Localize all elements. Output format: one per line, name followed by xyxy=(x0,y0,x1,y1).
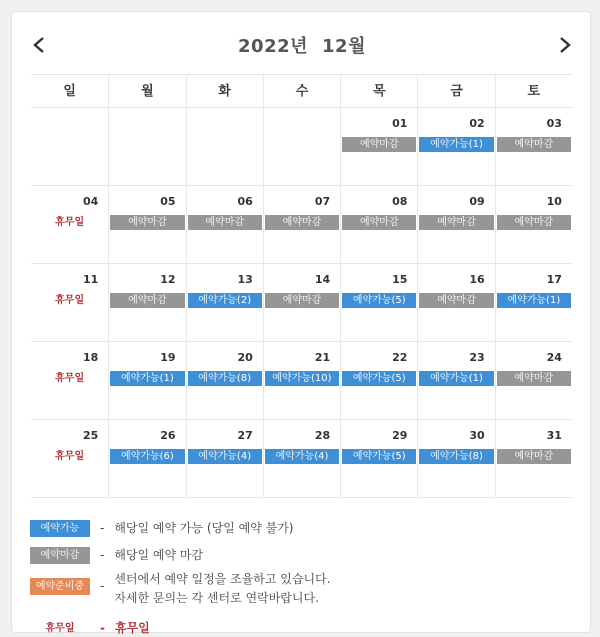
calendar-title xyxy=(12,32,592,58)
reservation-available-badge[interactable]: 예약가능(5) xyxy=(342,371,416,386)
calendar-empty-cell xyxy=(263,108,340,185)
day-number: 05 xyxy=(160,195,176,208)
day-number: 03 xyxy=(546,117,562,130)
calendar-month: 12월 xyxy=(322,36,366,57)
day-number: 26 xyxy=(160,429,176,442)
legend-closed xyxy=(30,547,203,564)
weekday-header: 금 xyxy=(417,75,494,107)
day-number: 07 xyxy=(314,195,331,208)
day-number: 11 xyxy=(82,273,99,286)
legend-available-badge: 예약가능 xyxy=(30,520,90,537)
legend-dash: - xyxy=(100,521,105,535)
legend-closed-text: 해당일 예약 마감 xyxy=(114,548,204,562)
reservation-available-badge[interactable]: 예약가능(1) xyxy=(110,371,184,386)
calendar-week-row xyxy=(31,186,572,264)
calendar-day-cell xyxy=(495,186,572,263)
chevron-right-icon xyxy=(557,35,573,55)
holiday-label: 휴무일 xyxy=(55,373,85,384)
calendar-day-cell[interactable] xyxy=(417,108,494,185)
legend-dash: - xyxy=(100,579,105,593)
day-number: 01 xyxy=(392,117,408,130)
calendar-day-cell[interactable] xyxy=(186,264,263,341)
calendar-day-cell xyxy=(417,264,494,341)
legend-holiday-badge: 휴무일 xyxy=(45,623,75,634)
day-number: 15 xyxy=(392,273,408,286)
weekday-header: 월 xyxy=(108,75,185,107)
calendar-day-cell xyxy=(340,108,417,185)
calendar-empty-cell xyxy=(31,108,108,185)
calendar-week-row xyxy=(31,108,572,186)
calendar-empty-cell xyxy=(186,108,263,185)
calendar-day-cell[interactable] xyxy=(108,420,185,497)
day-number: 13 xyxy=(237,273,253,286)
calendar-panel xyxy=(11,11,591,633)
calendar-year: 2022년 xyxy=(238,36,309,57)
day-number: 22 xyxy=(392,351,408,364)
reservation-closed-badge: 예약마감 xyxy=(110,215,184,230)
calendar-day-cell[interactable] xyxy=(495,264,572,341)
weekday-header: 목 xyxy=(340,75,417,107)
calendar-header xyxy=(12,12,592,74)
day-number: 27 xyxy=(237,429,253,442)
calendar-empty-cell xyxy=(108,108,185,185)
reservation-available-badge[interactable]: 예약가능(1) xyxy=(419,137,493,152)
calendar-week-row xyxy=(31,342,572,420)
reservation-available-badge[interactable]: 예약가능(5) xyxy=(342,449,416,464)
reservation-available-badge[interactable]: 예약가능(1) xyxy=(497,293,571,308)
reservation-closed-badge: 예약마감 xyxy=(419,293,493,308)
weekday-header: 토 xyxy=(495,75,572,107)
holiday-label: 휴무일 xyxy=(55,217,85,228)
calendar-day-cell[interactable] xyxy=(186,420,263,497)
calendar-day-cell[interactable] xyxy=(417,342,494,419)
calendar-week-row xyxy=(31,420,572,498)
reservation-available-badge[interactable]: 예약가능(8) xyxy=(188,371,262,386)
day-number: 17 xyxy=(546,273,562,286)
reservation-closed-badge: 예약마감 xyxy=(110,293,184,308)
day-number: 18 xyxy=(82,351,99,364)
legend-holiday xyxy=(30,620,150,637)
weekday-header: 수 xyxy=(263,75,340,107)
next-month-button[interactable] xyxy=(552,32,578,58)
day-number: 16 xyxy=(469,273,485,286)
day-number: 14 xyxy=(314,273,331,286)
reservation-available-badge[interactable]: 예약가능(6) xyxy=(110,449,184,464)
calendar-day-cell[interactable] xyxy=(263,342,340,419)
legend-available xyxy=(30,520,293,537)
day-number: 31 xyxy=(546,429,562,442)
calendar-day-cell xyxy=(495,420,572,497)
calendar-day-cell xyxy=(340,186,417,263)
calendar-day-cell xyxy=(31,342,108,419)
calendar-day-cell xyxy=(31,420,108,497)
weekday-header: 일 xyxy=(63,84,76,99)
calendar-day-cell[interactable] xyxy=(263,420,340,497)
calendar-day-cell[interactable] xyxy=(340,264,417,341)
reservation-closed-badge: 예약마감 xyxy=(497,371,571,386)
legend-preparing xyxy=(30,572,331,607)
legend-holiday-text: 휴무일 xyxy=(114,621,150,635)
reservation-available-badge[interactable]: 예약가능(1) xyxy=(419,371,493,386)
weekday-header: 화 xyxy=(186,75,263,107)
calendar-day-cell xyxy=(31,264,108,341)
calendar-day-cell[interactable] xyxy=(417,420,494,497)
reservation-closed-badge: 예약마감 xyxy=(497,137,571,152)
day-number: 10 xyxy=(546,195,562,208)
legend-dash: - xyxy=(100,621,105,635)
day-number: 08 xyxy=(392,195,408,208)
day-number: 21 xyxy=(314,351,331,364)
legend-preparing-line1: 센터에서 예약 일정을 조율하고 있습니다. xyxy=(114,572,331,586)
legend-dash: - xyxy=(100,548,105,562)
day-number: 25 xyxy=(82,429,99,442)
calendar-day-cell xyxy=(263,186,340,263)
day-number: 06 xyxy=(237,195,253,208)
reservation-available-badge[interactable]: 예약가능(5) xyxy=(342,293,416,308)
day-number: 30 xyxy=(469,429,485,442)
calendar-day-cell[interactable] xyxy=(340,342,417,419)
calendar-day-cell xyxy=(108,186,185,263)
reservation-closed-badge: 예약마감 xyxy=(265,293,339,308)
legend-closed-badge: 예약마감 xyxy=(30,547,90,564)
calendar-day-cell xyxy=(108,264,185,341)
reservation-available-badge[interactable]: 예약가능(10) xyxy=(265,371,339,386)
reservation-available-badge[interactable]: 예약가능(2) xyxy=(188,293,262,308)
calendar-day-cell xyxy=(495,108,572,185)
day-number: 02 xyxy=(469,117,485,130)
calendar-day-cell xyxy=(417,186,494,263)
day-number: 20 xyxy=(237,351,253,364)
calendar-grid xyxy=(31,74,572,498)
reservation-closed-badge: 예약마감 xyxy=(265,215,339,230)
legend-available-text: 해당일 예약 가능 (당일 예약 불가) xyxy=(114,521,294,535)
day-number: 28 xyxy=(314,429,331,442)
calendar-day-cell[interactable] xyxy=(340,420,417,497)
holiday-label: 휴무일 xyxy=(55,451,85,462)
holiday-label: 휴무일 xyxy=(55,295,85,306)
reservation-available-badge[interactable]: 예약가능(4) xyxy=(188,449,262,464)
day-number: 19 xyxy=(160,351,176,364)
reservation-closed-badge: 예약마감 xyxy=(497,449,571,464)
legend-preparing-line2: 자세한 문의는 각 센터로 연락바랍니다. xyxy=(114,591,319,605)
calendar-day-cell[interactable] xyxy=(186,342,263,419)
day-number: 23 xyxy=(469,351,485,364)
reservation-closed-badge: 예약마감 xyxy=(188,215,262,230)
calendar-day-cell xyxy=(495,342,572,419)
day-number: 12 xyxy=(160,273,176,286)
reservation-closed-badge: 예약마감 xyxy=(419,215,493,230)
calendar-day-cell xyxy=(186,186,263,263)
legend-preparing-badge: 예약준비중 xyxy=(30,578,90,595)
day-number: 24 xyxy=(546,351,562,364)
reservation-available-badge[interactable]: 예약가능(4) xyxy=(265,449,339,464)
day-number: 09 xyxy=(469,195,485,208)
day-number: 29 xyxy=(392,429,408,442)
reservation-closed-badge: 예약마감 xyxy=(497,215,571,230)
calendar-week-row xyxy=(31,264,572,342)
calendar-day-cell xyxy=(263,264,340,341)
reservation-closed-badge: 예약마감 xyxy=(342,215,416,230)
calendar-day-cell xyxy=(31,186,108,263)
legend-preparing-text xyxy=(114,572,331,607)
reservation-closed-badge: 예약마감 xyxy=(342,137,416,152)
day-number: 04 xyxy=(82,195,99,208)
reservation-available-badge[interactable]: 예약가능(8) xyxy=(419,449,493,464)
calendar-day-cell[interactable] xyxy=(108,342,185,419)
weekday-header-row xyxy=(31,74,572,108)
